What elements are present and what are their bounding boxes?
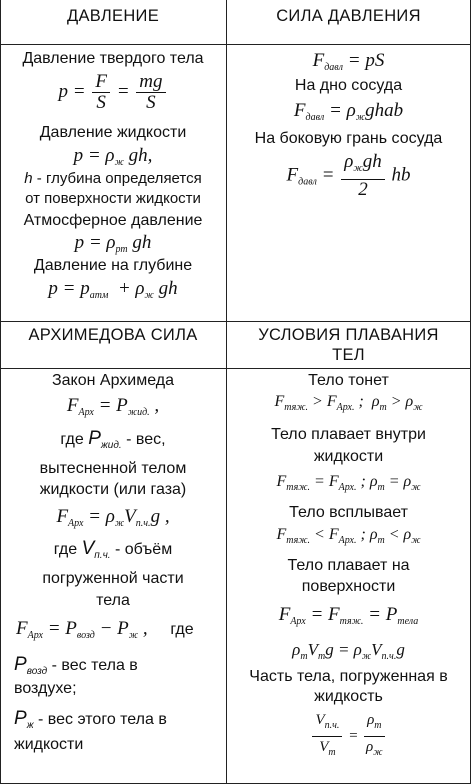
archimedes-cell [0,368,226,783]
part-submerged-line-2: жидкость [314,688,383,705]
bottom-force-formula: $F_{давл}$ = $\rho_жghab$ [293,100,404,123]
archimedes-law-formula: $F_{Арх} = P_{жид.}$ , [66,395,160,418]
depth-note-line-1 [0,170,226,187]
part-submerged-line-1: Часть тела, погруженная в [249,668,448,685]
weight-note-line: где $P_{жид.}$ - вес, [60,428,166,451]
header-floating-line-2: ТЕЛ [332,346,365,364]
air-weight-text-1: - вес тела в [51,657,138,674]
where-word-2: где [53,541,78,558]
rises-condition: $F_{тяж.} < F_{Арх.}$ ; $\rho_т < \rho_ж$ [276,526,421,546]
header-pressure: ДАВЛЕНИЕ [66,7,159,25]
archimedes-force-formula: $F_{Арх} = \rho_жV_{п.ч.}g$ , [56,506,170,529]
liquid-weight-line-2: жидкости [14,736,84,753]
air-weight-line-1: $P_{возд}$ - вес тела в [14,654,138,677]
where-word-3: где [170,621,194,638]
air-weight-line-2: воздухе; [14,680,77,697]
header-floating-conditions [227,325,470,365]
floats-surface-line-1: Тело плавает на [287,557,410,574]
header-pressure-force: СИЛА ДАВЛЕНИЯ [276,7,421,25]
archimedes-law-label: Закон Архимеда [51,372,175,389]
floats-inside-line-2: жидкости [313,448,384,465]
force-cell [227,44,470,321]
floats-surface-line-2: поверхности [301,578,396,595]
atmospheric-pressure-label: Атмосферное давление [23,212,203,229]
displaced-line-1: вытесненной телом [39,460,187,477]
submerged-line-2: тела [96,592,130,609]
weight-difference-formula: $F_{Арх} = P_{возд} - P_ж$ , где [16,618,194,641]
sinks-condition: $F_{тяж.} > F_{Арх.}$ ; $\rho_т > \rho_ж$ [274,393,423,413]
depth-note-line-2: от поверхности жидкости [25,190,201,207]
floats-surface-force-formula: $F_{Арх} = F_{тяж.} = P_{тела}$ [278,604,419,627]
liquid-weight-text-1: - вес этого тела в [38,711,167,728]
bottom-force-label: На дно сосуда [294,77,403,94]
sinks-label: Тело тонет [308,372,389,389]
force-formula: $F_{давл}$ = pS [312,50,385,73]
floats-inside-condition: $F_{тяж.} = F_{Арх.}$ ; $\rho_т = \rho_ж$ [276,473,421,493]
submerged-line-1: погруженной части [42,570,184,587]
volume-note-line: где $V_{п.ч.}$ - объём [53,538,173,561]
floats-surface-density-formula: $\rho_тV_тg = \rho_жV_{п.ч.}g$ [292,640,405,662]
rises-label: Тело всплывает [289,504,408,521]
solid-pressure-label: Давление твердого тела [22,50,204,67]
side-force-label: На боковую грань сосуда [254,130,443,147]
liquid-pressure-label: Давление жидкости [39,124,187,141]
pressure-cell [0,44,226,321]
where-word-1: где [60,431,84,448]
floating-cell [227,368,470,783]
displaced-line-2: жидкости (или газа) [39,481,187,498]
section-divider [0,321,471,322]
liquid-weight-line-1: $P_ж$ - вес этого тела в [14,708,167,731]
header-archimedes-force: АРХИМЕДОВА СИЛА [28,326,198,344]
depth-pressure-formula: $p = p_{атм} + \rho_ж$ gh [48,278,178,301]
solid-pressure-formula: p = $\frac{F}{S}$ = $\frac{mg}{S}$ [0,72,226,113]
atmospheric-pressure-formula: $p = \rho_{рт}$ gh [74,232,152,255]
depth-note-text-1: - глубина определяется [36,170,202,187]
floats-inside-line-1: Тело плавает внутри [271,426,426,443]
volume-ratio-formula: $\frac{V_{п.ч.}}{V_т}$ = $\frac{\rho_т}{\rho_ж}$ [227,710,470,763]
h-symbol: h [24,170,33,187]
weight-note-text: - вес, [126,431,166,448]
header-floating-line-1: УСЛОВИЯ ПЛАВАНИЯ [258,326,439,344]
side-force-formula: $F_{давл}$ = $\frac{\rho_жgh}{2}$ hb [286,151,411,200]
volume-note-text: - объём [115,541,173,558]
depth-pressure-label: Давление на глубине [33,257,193,274]
liquid-pressure-formula: $p = \rho_ж$ gh, [73,145,153,168]
